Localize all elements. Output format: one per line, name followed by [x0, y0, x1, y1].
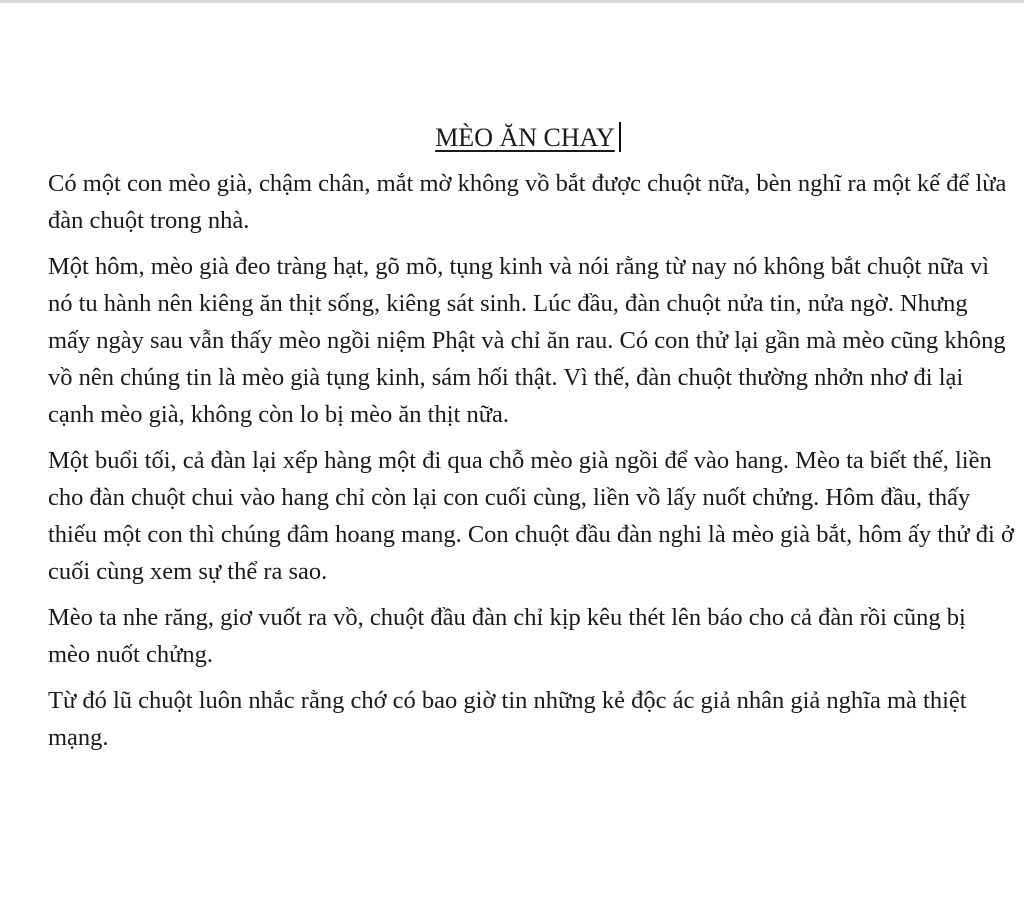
document-page[interactable]: [48, 122, 1018, 765]
title-row: [48, 122, 1018, 153]
paragraph-1[interactable]: Có một con mèo già, chậm chân, mắt mờ không vồ bắt được chuột nữa, bèn nghĩ ra một kế để lừa đàn chuột trong nhà.: [48, 170, 1007, 234]
document-title[interactable]: MÈO ĂN CHAY: [435, 123, 615, 152]
paragraph-4[interactable]: Mèo ta nhe răng, giơ vuốt ra vồ, chuột đầu đàn chỉ kịp kêu thét lên báo cho cả đàn rồi cũng bị mèo nuốt chửng.: [48, 604, 966, 668]
paragraph-2[interactable]: Một hôm, mèo già đeo tràng hạt, gõ mõ, tụng kinh và nói rằng từ nay nó không bắt chuột nữa vì nó tu hành nên kiêng ăn thịt sống, kiêng sát sinh. Lúc đầu, đàn chuột nửa tin, nửa ngờ. Nhưng mấy ngày sau vẫn thấy mèo ngồi niệm Phật và chỉ ăn rau. Có con thử lại gần mà mèo cũng không vồ nên chúng tin là mèo già tụng kinh, sám hối thật. Vì thế, đàn chuột thường nhởn nhơ đi lại cạnh mèo già, không còn lo bị mèo ăn thịt nữa.: [48, 253, 1006, 428]
window-top-border: [0, 0, 1024, 3]
paragraph-3[interactable]: Một buổi tối, cả đàn lại xếp hàng một đi qua chỗ mèo già ngồi để vào hang. Mèo ta biết thế, liền cho đàn chuột chui vào hang chỉ còn lại con cuối cùng, liền vồ lấy nuốt chửng. Hôm đầu, thấy thiếu một con thì chúng đâm hoang mang. Con chuột đầu đàn nghi là mèo già bắt, hôm ấy thử đi ở cuối cùng xem sự thể ra sao.: [48, 447, 1014, 585]
paragraph-5[interactable]: Từ đó lũ chuột luôn nhắc rằng chớ có bao giờ tin những kẻ độc ác giả nhân giả nghĩa mà thiệt mạng.: [48, 687, 967, 751]
text-cursor: [619, 122, 621, 152]
